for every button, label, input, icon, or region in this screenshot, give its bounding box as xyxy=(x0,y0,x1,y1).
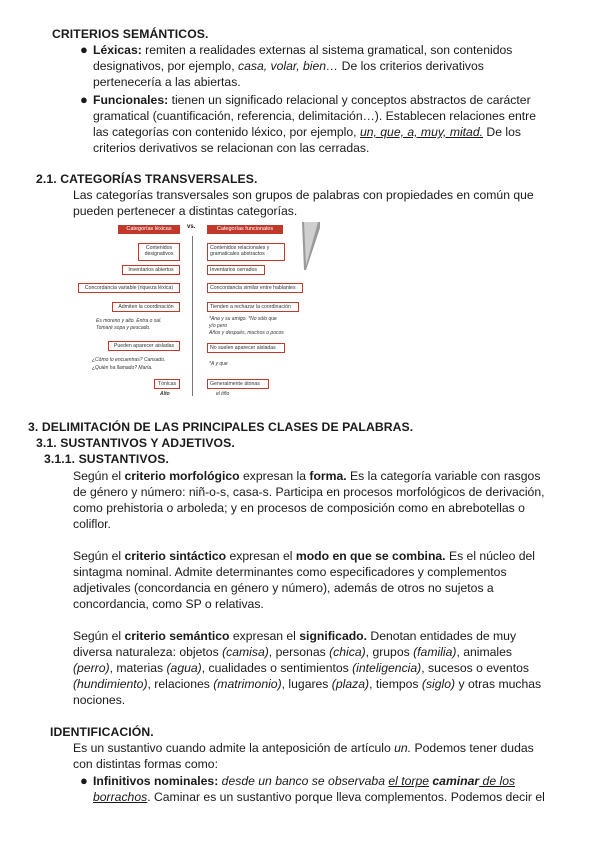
right-note-4: *A y que xyxy=(209,361,228,367)
semantico-line-1: Según el criterio semántico expresan el significado. Denotan entidades de muy xyxy=(73,629,517,643)
funcionales-line-4: criterios derivativos se relacionan con las cerradas. xyxy=(93,141,370,155)
vs-label: vs. xyxy=(187,224,196,230)
sintactico-line-3: adjetivales (concordancia en género y número), además de otros no sujetos a xyxy=(73,581,494,595)
infinitivos-line-2: borrachos. Caminar es un sustantivo porque lleva complementos. Podemos decir el xyxy=(93,790,545,804)
lexicas-line-2: designativos, por ejemplo, casa, volar, bien… De los criterios derivativos xyxy=(93,59,484,73)
right-box-5: No suelen aparecer aisladas xyxy=(207,343,285,353)
morfologico-line-1: Según el criterio morfológico expresan la forma. Es la categoría variable con rasgos xyxy=(73,469,541,483)
section-heading-transversales: 2.1. CATEGORÍAS TRANSVERSALES. xyxy=(36,172,258,186)
left-note-1: Es moreno y alto. Entra o sal. xyxy=(96,318,162,324)
right-box-2: Inventarios cerrados xyxy=(207,265,265,275)
left-note-4: ¿Quién ha llamado? María. xyxy=(92,365,153,371)
left-box-3: Concordancia variable (riqueza léxica) xyxy=(78,283,180,293)
bullet-dot: ● xyxy=(80,92,88,107)
sintactico-line-4: concordancia, como SP o relativas. xyxy=(73,597,264,611)
semantico-line-3: (perro), materias (agua), cualidades o sentimientos (inteligencia), sucesos o eventos xyxy=(73,661,529,675)
section-heading-criterios: CRITERIOS SEMÁNTICOS. xyxy=(52,27,209,41)
right-box-3: Concordancia similar entre hablantes xyxy=(207,283,303,293)
section-heading-identificacion: IDENTIFICACIÓN. xyxy=(50,725,154,739)
transversales-line-2: pueden pertenecer a distintas categorías. xyxy=(73,204,298,218)
bullet-dot: ● xyxy=(80,773,88,788)
section-heading-delimitacion: 3. DELIMITACIÓN DE LAS PRINCIPALES CLASES DE PALABRAS. xyxy=(28,420,414,434)
right-box-1: Contenidos relacionales y gramaticales abstractos xyxy=(207,243,285,261)
morfologico-line-3: como prehistoria o arboleda; y en procesos de composición como en abrebotellas o xyxy=(73,501,525,515)
right-note-3: Años y después, muchos o pocos xyxy=(209,330,284,336)
right-note-2: y/o pero xyxy=(209,323,228,329)
left-box-5: Pueden aparecer aisladas xyxy=(108,341,180,351)
left-header: Categorías léxicas xyxy=(118,225,180,234)
left-note-3: ¿Cómo lo encuentras? Cansado. xyxy=(92,357,166,363)
right-foot: el tiño xyxy=(216,391,230,397)
semantico-line-4: (hundimiento), relaciones (matrimonio), lugares (plaza), tiempos (siglo) y otras muchas xyxy=(73,677,542,691)
subsubsection-heading: 3.1.1. SUSTANTIVOS. xyxy=(44,452,169,466)
funcionales-line-2: gramatical (cuantificación, referencia, delimitación…). Establecen relaciones entre xyxy=(93,109,537,123)
left-box-2: Inventarios abiertos xyxy=(122,265,180,275)
page-curl-corner xyxy=(302,222,320,270)
funcionales-line-3: las categorías con contenido léxico, por ejemplo, un, que, a, muy, mitad. De los xyxy=(93,125,521,139)
right-note-1: *Ana y su amigo. *No sólo que xyxy=(209,316,277,322)
left-box-1: Contenidos designativos xyxy=(138,243,180,261)
subsection-heading: 3.1. SUSTANTIVOS Y ADJETIVOS. xyxy=(36,436,235,450)
left-box-4: Admiten la coordinación xyxy=(112,302,180,312)
left-note-2: Tomaré sopa y pescado. xyxy=(96,325,151,331)
divider-line xyxy=(192,236,193,396)
left-foot: Alto xyxy=(160,391,170,397)
left-box-6: Tónicas xyxy=(154,379,180,389)
bullet-dot: ● xyxy=(80,42,88,57)
sintactico-line-1: Según el criterio sintáctico expresan el modo en que se combina. Es el núcleo del xyxy=(73,549,535,563)
right-header: Categorías funcionales xyxy=(207,225,283,234)
categories-diagram xyxy=(0,0,600,400)
funcionales-line-1: Funcionales: tienen un significado relacional y conceptos abstractos de carácter xyxy=(93,93,531,107)
identificacion-line-2: con distintas formas como: xyxy=(73,757,218,771)
transversales-line-1: Las categorías transversales son grupos de palabras con propiedades en común que xyxy=(73,188,534,202)
semantico-line-5: nociones. xyxy=(73,693,126,707)
right-box-4: Tienden a rechazar la coordinación xyxy=(207,302,299,312)
semantico-line-2: diversa naturaleza: objetos (camisa), personas (chica), grupos (familia), animales xyxy=(73,645,512,659)
lexicas-line-1: Léxicas: remiten a realidades externas al sistema gramatical, son contenidos xyxy=(93,43,513,57)
morfologico-line-4: coliflor. xyxy=(73,517,111,531)
lexicas-line-3: pertenecería a las abiertas. xyxy=(93,75,241,89)
infinitivos-line-1: Infinitivos nominales: desde un banco se observaba el torpe caminar de los xyxy=(93,774,516,788)
morfologico-line-2: de género y número: niñ-o-s, casa-s. Participa en procesos morfológicos de derivación, xyxy=(73,485,545,499)
right-box-6: Generalmente átonas xyxy=(207,379,269,389)
identificacion-line-1: Es un sustantivo cuando admite la anteposición de artículo un. Podemos tener dudas xyxy=(73,741,534,755)
sintactico-line-2: sintagma nominal. Admite determinantes como especificadores y complementos xyxy=(73,565,507,579)
